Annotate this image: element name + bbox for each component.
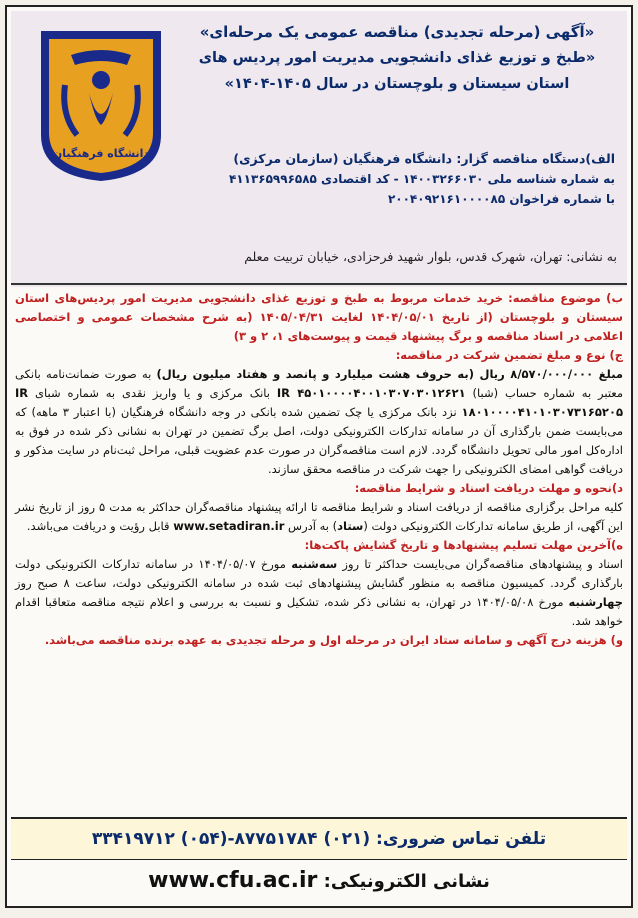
setad-label: ستاد: [337, 519, 364, 533]
organizer-name: الف)دستگاه مناقصه گزار: دانشگاه فرهنگیان (سازمان مرکزی): [233, 151, 615, 166]
section-costs: و) هزینه درج آگهی و سامانه ستاد ایران در مرحله اول و مرحله تجدیدی به عهده برنده مناقصه می‌باشد.: [44, 633, 623, 647]
section-documents-title: د)نحوه و مهلت دریافت اسناد و شرایط مناقصه:: [354, 481, 623, 495]
title-line-2: «طبخ و توزیع غذای دانشجویی مدیریت امور پردیس های: [198, 50, 596, 66]
guarantee-text-2: بانک مرکزی و یا واریز نقدی به شماره شبای: [35, 386, 270, 400]
deadline-text-3: مورخ ۱۴۰۴/۰۵/۰۸ در تهران، به نشانی ذکر شده، تشکیل و نسبت به بررسی و اعلام نتیجه مناقصه متعاقبا اقدام خواهد شد.: [15, 595, 623, 628]
title-line-3: استان سیستان و بلوچستان در سال ۱۴۰۵-۱۴۰۴»: [224, 76, 570, 92]
notice-title: [177, 19, 617, 97]
contact-label: تلفن تماس ضروری:: [376, 829, 547, 849]
notice-header: [11, 11, 627, 287]
section-subject: [15, 289, 623, 346]
documents-text-2: ) به آدرس: [288, 519, 338, 533]
title-line-1: «آگهی (مرحله تجدیدی) مناقصه عمومی یک مرحله‌ای»: [199, 23, 595, 41]
deadline-day-2: چهارشنبه: [568, 595, 624, 609]
website-label: نشانی الکترونیکی:: [323, 871, 490, 892]
contact-phones[interactable]: ۳۳۴۱۹۷۱۲ (۰۵۴)-۸۷۷۵۱۷۸۴ (۰۲۱): [91, 829, 371, 849]
tender-notice: [5, 5, 633, 908]
documents-text-1: کلیه مراحل برگزاری مناقصه از دریافت اسناد و شرایط مناقصه تا ارائه پیشنهاد مناقصه‌گران حداکثر به مدت ۵ روز از تاریخ نشر این آگهی، از طریق سامانه تدارکات الکترونیکی دولت (: [15, 500, 624, 533]
website-link[interactable]: www.cfu.ac.ir: [148, 868, 318, 893]
section-subject-text: خرید خدمات مربوط به طبخ و توزیع غذای دانشجویی مدیریت امور پردیس‌های استان سیستان و بلوچستان (از تاریخ ۱۴۰۴/۰۵/۰۱ لغایت ۱۴۰۵/۰۴/۳۱ (به شرح مشخصات عمومی و اختصاصی اعلامی در اسناد مناقصه و برگ پیشنهاد قیمت و پیوست‌های ۱، ۲ و ۳): [15, 291, 623, 343]
organizer-address: به نشانی: تهران، شهرک قدس، بلوار شهید فرحزادی، خیابان تربیت معلم: [244, 249, 617, 264]
section-subject-label: ب) موضوع مناقصه:: [508, 291, 623, 305]
tender-call-number: با شماره فراخوان ۲۰۰۴۰۹۲۱۶۱۰۰۰۰۸۵: [387, 192, 615, 206]
contact-bar: [11, 817, 627, 860]
section-documents-text: [15, 498, 623, 536]
organizer-info: [195, 149, 615, 209]
header-divider: [11, 283, 627, 285]
documents-text-3: قابل رؤیت و دریافت می‌باشد.: [26, 519, 170, 533]
guarantee-amount: مبلغ ۸/۵۷۰/۰۰۰/۰۰۰ ریال (به حروف هشت میلیارد و پانصد و هفتاد میلیون ریال): [156, 367, 624, 381]
deadline-text-2: مورخ ۱۴۰۴/۰۵/۰۷ در سامانه تدارکات الکترونیکی دولت بارگذاری گردد. کمیسیون مناقصه به منظور گشایش پیشنهادهای ثبت شده در سامانه الکترونیکی دولت، ساعت ۸ صبح روز: [15, 557, 623, 590]
section-guarantee-title: ج) نوع و مبلغ تضمین شرکت در مناقصه:: [395, 348, 623, 362]
notice-body: [15, 289, 623, 650]
guarantee-text-1: به صورت ضمانت‌نامه بانکی معتبر به شماره حساب (شبا): [15, 367, 624, 400]
website-bar: [11, 859, 627, 903]
section-guarantee-text: [15, 365, 623, 479]
iban-2: IR ۱۸۰۱۰۰۰۰۴۱۰۱۰۳۰۷۳۱۶۵۲۰۵: [15, 386, 623, 419]
svg-text:دانشگاه فرهنگیان: دانشگاه فرهنگیان: [52, 147, 150, 160]
university-logo-icon: [31, 25, 171, 185]
deadline-text-1: اسناد و پیشنهادهای مناقصه‌گران می‌بایست حداکثر تا روز: [342, 557, 624, 571]
guarantee-text-3: نزد بانک مرکزی یا چک تضمین شده بانکی در وجه دانشگاه فرهنگیان (با اعتبار ۳ ماهه) که می‌بایست ضمن بارگذاری آن در سامانه تدارکات الکترونیکی دولت، اصل برگ تضمین در تهران به نشانی ذکر شده در فوق به اداره‌کل امور مالی تحویل دانشگاه گردد. لازم است مناقصه‌گران در صورت عدم عضویت قبلی، مراحل ثبت‌نام در سایت مذکور و دریافت گواهی امضای الکترونیکی را جهت شرکت در مناقصه محقق سازند.: [15, 405, 623, 476]
section-deadline-title: ه)آخرین مهلت تسلیم پیشنهادها و تاریخ گشایش پاکت‌ها:: [304, 538, 623, 552]
section-deadline-text: [15, 555, 623, 631]
setadiran-link[interactable]: www.setadiran.ir: [173, 519, 285, 533]
deadline-day-1: سه‌شنبه: [291, 557, 338, 571]
organizer-ids: به شماره شناسه ملی ۱۴۰۰۳۲۶۶۰۳۰ - کد اقتصادی ۴۱۱۳۶۵۹۹۶۵۸۵: [228, 172, 615, 186]
iban-1: IR ۴۵۰۱۰۰۰۰۴۰۰۱۰۳۰۷۰۳۰۱۲۶۲۱: [276, 386, 466, 400]
